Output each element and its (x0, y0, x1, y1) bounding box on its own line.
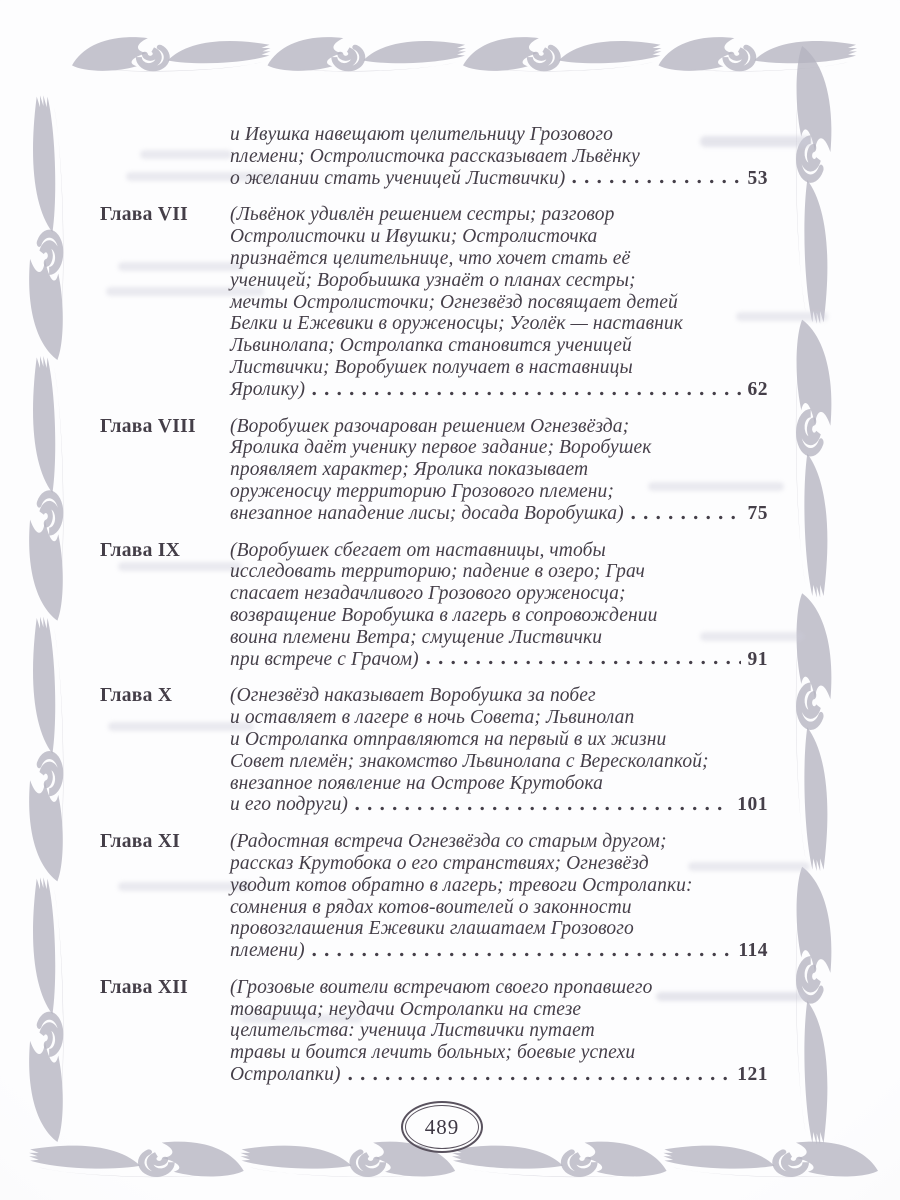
chapter-summary-lastline (230, 794, 768, 816)
chapter-label: Глава X (100, 685, 173, 707)
leader-dots (631, 514, 741, 521)
leader-dots (348, 1075, 731, 1082)
chapter-summary-line: товарища; неудачи Остролапки на стезе (230, 998, 582, 1020)
chapter-label: Глава VII (100, 204, 189, 226)
chapter-summary-line: (Радостная встреча Огнезвёзда со старым другом; (230, 831, 667, 853)
page-ref: 101 (737, 794, 768, 816)
toc-entry (100, 204, 768, 400)
chapter-summary (230, 540, 768, 671)
chapter-summary-line: Яролика даёт ученику первое задание; Воробушек (230, 437, 652, 459)
chapter-summary-line: внезапное появление на Острове Крутобока (230, 772, 603, 794)
chapter-summary (230, 685, 768, 816)
toc-entry (100, 685, 768, 816)
chapter-summary-line: признаётся целительнице, что хочет стать её (230, 247, 631, 269)
chapter-summary-line: проявляет характер; Яролика показывает (230, 459, 589, 481)
chapter-summary-lastline (230, 503, 768, 525)
chapter-summary-last: внезапное нападение лисы; досада Воробушка) (230, 502, 624, 524)
chapter-summary (230, 831, 768, 962)
ornament-border-right (785, 46, 845, 1146)
page-number: 489 (424, 1114, 460, 1139)
page-ref: 62 (747, 378, 768, 400)
ornament-border-left (16, 94, 74, 1142)
chapter-summary-line: провозглашения Ежевики глашатаем Грозового (230, 918, 634, 940)
chapter-summary-line: Совет племён; знакомство Львинолапа с Вересколапкой; (230, 750, 709, 772)
leader-dots (355, 805, 730, 812)
chapter-summary-line: травы и боится лечить больных; боевые успехи (230, 1042, 636, 1064)
chapter-summary-lastline (230, 379, 768, 401)
chapter-summary-last: Яролику) (230, 378, 306, 400)
chapter-summary-line: исследовать территорию; падение в озеро; Грач (230, 561, 645, 583)
chapter-summary-line: и Ивушка навещают целительницу Грозового (230, 124, 613, 145)
chapter-label (100, 124, 230, 189)
chapter-summary-line: уводит котов обратно в лагерь; тревоги Остролапки: (230, 874, 693, 896)
toc-entry (100, 416, 768, 525)
chapter-summary-line: (Грозовые воители встречают своего пропавшего (230, 976, 653, 998)
page-ref: 75 (747, 502, 768, 524)
chapter-label: Глава XII (100, 976, 189, 998)
chapter-summary-line: сомнения в рядах котов-воителей о законности (230, 896, 632, 918)
chapter-summary-last: племени) (230, 940, 305, 962)
chapter-summary-line: воина племени Ветра; смущение Листвички (230, 626, 603, 648)
chapter-summary-line: Белки и Ежевики в оруженосцы; Уголёк — наставник (230, 313, 683, 335)
chapter-summary-line: возвращение Воробушка в лагерь в сопровождении (230, 604, 658, 626)
chapter-summary (230, 977, 768, 1086)
chapter-summary-last: о желании стать ученицей Листвички) (230, 167, 566, 189)
chapter-summary-line: Остролисточки и Ивушки; Остролисточка (230, 226, 598, 248)
chapter-summary-lastline (230, 940, 768, 962)
page-ref: 53 (747, 167, 768, 189)
chapter-summary-line: спасает незадачливого Грозового оруженосца; (230, 583, 626, 605)
chapter-summary-last: и его подруги) (230, 794, 349, 816)
leader-dots (426, 659, 741, 666)
chapter-summary (230, 416, 768, 525)
chapter-summary-lastline (230, 649, 768, 671)
chapter-summary-line: Листвички; Воробушек получает в наставницы (230, 356, 633, 378)
page-ref: 121 (737, 1064, 768, 1086)
chapter-summary-line: (Огнезвёзд наказывает Воробушка за побег (230, 685, 596, 707)
page-ref: 91 (747, 648, 768, 670)
chapter-label: Глава IX (100, 539, 181, 561)
chapter-summary-line: рассказ Крутобока о его странствиях; Огнезвёзд (230, 852, 649, 874)
chapter-summary-line: оруженосцу территорию Грозового племени; (230, 480, 615, 502)
page-ref: 114 (738, 940, 768, 962)
chapter-summary (230, 124, 768, 189)
chapter-summary-line: Львинолапа; Остролапка становится ученицей (230, 335, 632, 357)
toc-entries (100, 124, 768, 1101)
chapter-summary-line: (Воробушек разочарован решением Огнезвёзда; (230, 415, 630, 437)
leader-dots (312, 951, 732, 958)
chapter-summary-lastline (230, 168, 768, 190)
chapter-summary-last: Остролапки) (230, 1064, 341, 1086)
leader-dots (312, 390, 740, 397)
chapter-summary-line: (Львёнок удивлён решением сестры; разговор (230, 204, 615, 226)
leader-dots (572, 178, 740, 185)
toc-entry (100, 977, 768, 1086)
chapter-summary-last: при встрече с Грачом) (230, 648, 419, 670)
chapter-summary (230, 204, 768, 400)
chapter-summary-line: племени; Остролисточка рассказывает Львёнку (230, 145, 640, 167)
toc-entry (100, 124, 768, 189)
chapter-label: Глава VIII (100, 415, 196, 437)
chapter-label: Глава XI (100, 831, 181, 853)
chapter-summary-line: целительства: ученица Листвички путает (230, 1020, 595, 1042)
ornament-border-top (72, 24, 858, 82)
chapter-summary-line: (Воробушек сбегает от наставницы, чтобы (230, 539, 606, 561)
toc-entry (100, 540, 768, 671)
page-number-badge (401, 1101, 483, 1153)
toc-entry (100, 831, 768, 962)
chapter-summary-line: мечты Остролисточки; Огнезвёзд посвящает детей (230, 291, 678, 313)
chapter-summary-line: и оставляет в лагере в ночь Совета; Львинолап (230, 707, 635, 729)
chapter-summary-line: ученицей; Воробьишка узнаёт о планах сестры; (230, 269, 636, 291)
chapter-summary-line: и Остролапка отправляются на первый в их жизни (230, 728, 667, 750)
chapter-summary-lastline (230, 1064, 768, 1086)
